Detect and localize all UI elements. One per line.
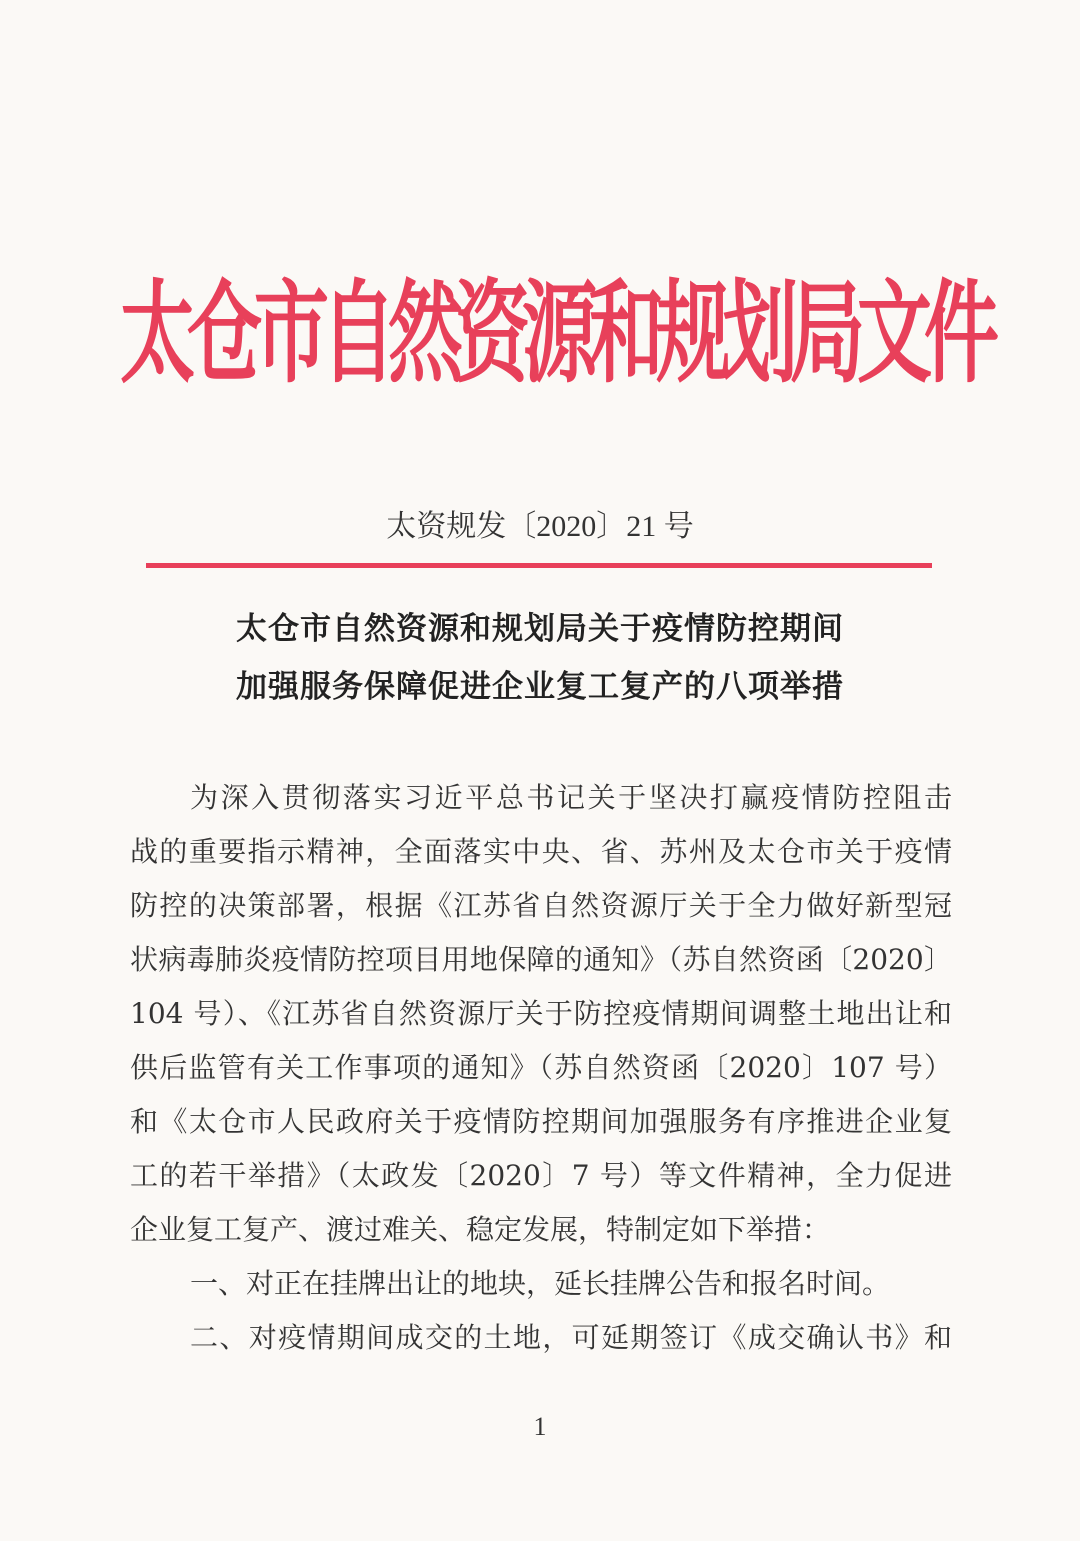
body-line-4: 状病毒肺炎疫情防控项目用地保障的通知》（苏自然资函〔2020〕	[130, 943, 952, 976]
document-number: 太资规发〔2020〕21 号	[386, 510, 694, 543]
body-line-9: 企业复工复产、渡过难关、稳定发展，特制定如下举措：	[130, 1213, 831, 1246]
red-divider-line	[146, 563, 932, 568]
body-line-3: 防控的决策部署，根据《江苏省自然资源厅关于全力做好新型冠	[130, 889, 952, 922]
measure-item-2: 二、对疫情期间成交的土地，可延期签订《成交确认书》和	[190, 1321, 952, 1354]
body-line-5: 104 号）、《江苏省自然资源厅关于防控疫情期间调整土地出让和	[130, 997, 952, 1030]
page-number: 1	[533, 1412, 547, 1441]
document-body	[130, 771, 952, 1365]
body-line-6: 供后监管有关工作事项的通知》（苏自然资函〔2020〕107 号）	[130, 1051, 952, 1084]
document-title-line-2: 加强服务保障促进企业复工复产的八项举措	[236, 669, 844, 705]
document-title	[130, 600, 950, 716]
body-line-1: 为深入贯彻落实习近平总书记关于坚决打赢疫情防控阻击	[190, 781, 952, 814]
document-title-line-1: 太仓市自然资源和规划局关于疫情防控期间	[236, 611, 844, 647]
agency-header-title: 太仓市自然资源和规划局文件	[120, 267, 992, 399]
measure-item-1: 一、对正在挂牌出让的地块，延长挂牌公告和报名时间。	[190, 1267, 891, 1300]
body-line-7: 和《太仓市人民政府关于疫情防控期间加强服务有序推进企业复	[130, 1105, 952, 1138]
body-line-2: 战的重要指示精神，全面落实中央、省、苏州及太仓市关于疫情	[130, 835, 952, 868]
body-line-8: 工的若干举措》（太政发〔2020〕7 号）等文件精神，全力促进	[130, 1159, 952, 1192]
